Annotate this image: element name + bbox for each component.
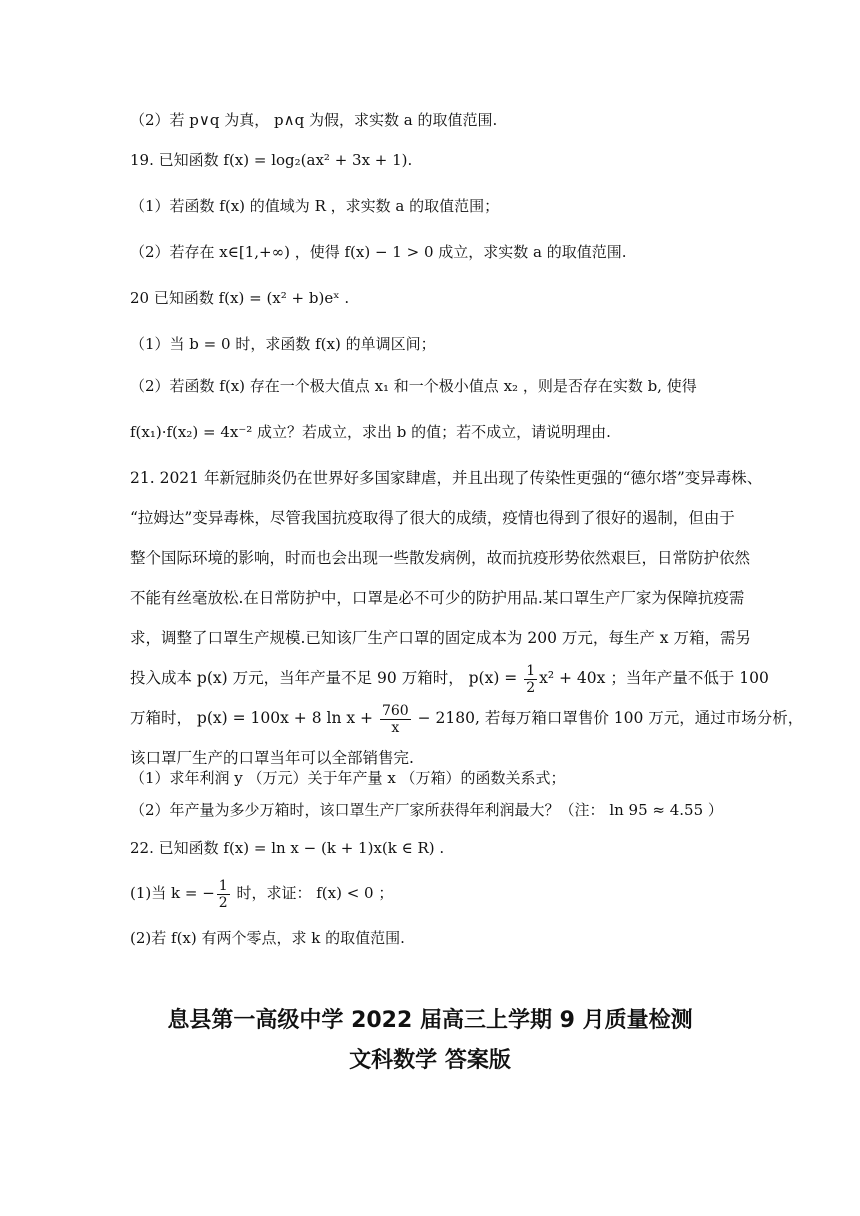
answer-heading-subtitle: 文科数学 答案版	[349, 1048, 511, 1073]
fraction-denominator: 2	[218, 894, 228, 911]
q19-part1: （1）若函数 f(x) 的值域为 R ，求实数 a 的取值范围；	[130, 197, 500, 215]
q20-stem: 20 已知函数 f(x) = (x² + b)eˣ .	[130, 289, 350, 307]
q21-line-7-rest: − 2180, 若每万箱口罩售价 100 万元，通过市场分析，	[412, 709, 804, 727]
q22-part1-text: (1)当 k = −	[130, 884, 215, 902]
q22-part2: (2)若 f(x) 有两个零点，求 k 的取值范围.	[130, 929, 405, 947]
q20-part1: （1）当 b = 0 时，求函数 f(x) 的单调区间；	[130, 335, 436, 353]
answer-heading-title: 息县第一高级中学 2022 届高三上学期 9 月质量检测	[167, 1008, 693, 1033]
fraction-one-half	[217, 878, 230, 911]
q21-line-4: 不能有丝毫放松.在日常防护中，口罩是必不可少的防护用品.某口罩生产厂家为保障抗疫需	[130, 589, 745, 607]
q21-part1: （1）求年利润 y （万元）关于年产量 x （万箱）的函数关系式；	[130, 769, 566, 787]
fraction-denominator: x	[391, 719, 400, 736]
q21-part2: （2）年产量为多少万箱时，该口罩生产厂家所获得年利润最大？（注： ln 95 ≈ 4.55 ）	[130, 801, 723, 819]
q19-stem: 19. 已知函数 f(x) = log₂(ax² + 3x + 1).	[130, 151, 413, 169]
q21-line-1: 21. 2021 年新冠肺炎仍在世界好多国家肆虐，并且出现了传染性更强的“德尔塔”变异毒株、	[130, 469, 763, 487]
q22-part1-rest: 时，求证： f(x) < 0 ；	[231, 884, 394, 902]
q21-line-5: 求，调整了口罩生产规模.已知该厂生产口罩的固定成本为 200 万元，每生产 x 万箱，需另	[130, 629, 751, 647]
q21-line-7-text: 万箱时， p(x) = 100x + 8 ln x +	[130, 709, 378, 727]
q22-part1	[130, 876, 732, 911]
fraction-numerator: 1	[526, 662, 536, 679]
q21-paragraph	[130, 458, 804, 778]
q21-line-3: 整个国际环境的影响，时而也会出现一些散发病例，故而抗疫形势依然艰巨，日常防护依然	[130, 549, 751, 567]
fraction-760-over-x	[380, 703, 411, 736]
q21-line-8: 该口罩厂生产的口罩当年可以全部销售完.	[130, 749, 414, 767]
q22-stem: 22. 已知函数 f(x) = ln x − (k + 1)x(k ∈ R) .	[130, 839, 445, 857]
q21-line-7	[130, 698, 804, 738]
fraction-numerator: 1	[218, 877, 228, 894]
fraction-one-half	[524, 663, 537, 696]
q21-line-6-rest: x² + 40x ；当年产量不低于 100	[539, 669, 769, 687]
q19-part2: （2）若存在 x∈[1,+∞) ，使得 f(x) − 1 > 0 成立，求实数 a 的取值范围.	[130, 243, 627, 261]
q20-part2: （2）若函数 f(x) 存在一个极大值点 x₁ 和一个极小值点 x₂ ，则是否存在实数 b, 使得	[130, 377, 697, 395]
q21-line-6	[130, 658, 769, 698]
q21-line-6-text: 投入成本 p(x) 万元，当年产量不足 90 万箱时， p(x) =	[130, 669, 523, 687]
fraction-numerator: 760	[381, 702, 409, 719]
q20-part2-continued: f(x₁)·f(x₂) = 4x⁻² 成立？若成立，求出 b 的值；若不成立，请说明理由.	[130, 423, 611, 441]
fraction-denominator: 2	[526, 679, 536, 696]
q21-line-2: “拉姆达”变异毒株，尽管我国抗疫取得了很大的成绩，疫情也得到了很好的遏制，但由于	[130, 509, 735, 527]
q18-part2: （2）若 p∨q 为真， p∧q 为假，求实数 a 的取值范围.	[130, 111, 498, 129]
